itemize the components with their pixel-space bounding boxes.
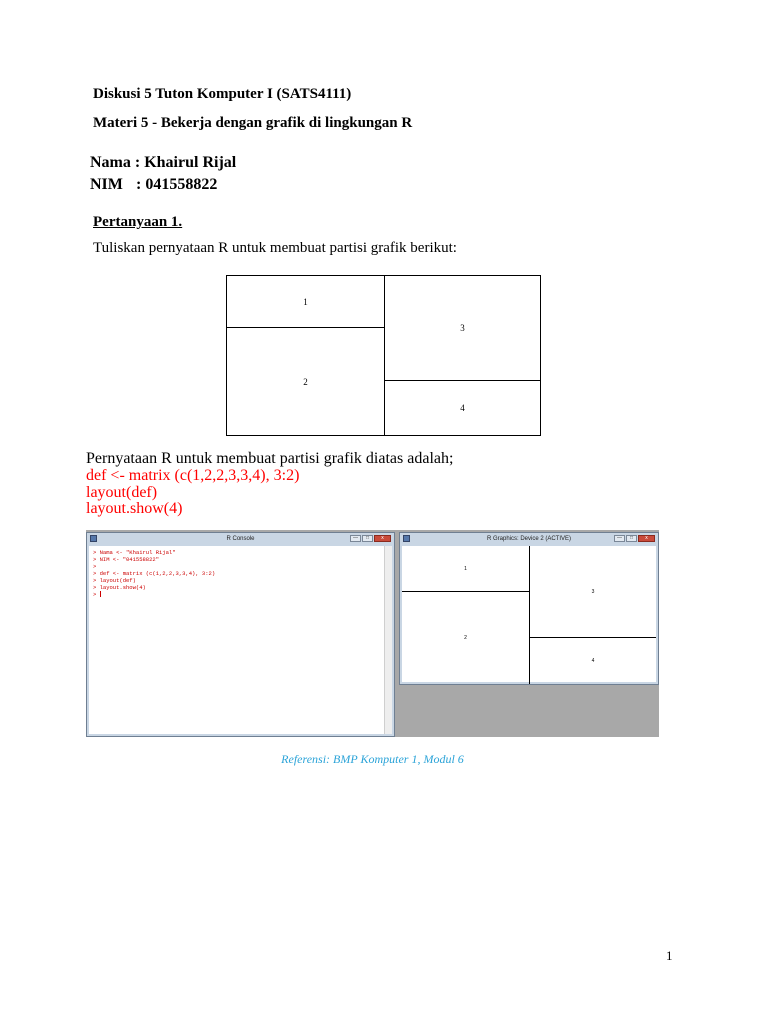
student-name: Nama : Khairul Rijal [90,154,237,171]
r-console-titlebar[interactable] [87,533,394,545]
console-lines [93,549,215,598]
diagram-cell-4: 4 [460,403,465,413]
reference-text: Referensi: BMP Komputer 1, Modul 6 [281,752,464,766]
code-line-2: layout(def) [86,484,158,501]
r-app-icon [90,535,97,542]
layout-diagram [226,275,541,436]
console-line: > Nama <- "Khairul Rijal" [93,549,176,556]
minimize-button[interactable]: — [614,535,625,542]
graphics-cell-1: 1 [402,546,530,592]
r-graphics-titlebar[interactable] [400,533,658,545]
graphics-cell-3: 3 [530,546,656,638]
minimize-button[interactable]: — [350,535,361,542]
page-number: 1 [666,948,673,963]
maximize-button[interactable]: □ [362,535,373,542]
text-caret [100,591,101,597]
console-line: > def <- matrix (c(1,2,2,3,3,4), 3:2) [93,570,216,577]
question-heading: Pertanyaan 1. [93,214,183,230]
graphics-cell-4: 4 [591,658,595,664]
r-console-window [86,532,395,737]
code-line-1: def <- matrix (c(1,2,2,3,3,4), 3:2) [86,467,300,484]
close-button[interactable]: x [638,535,655,542]
maximize-button[interactable]: □ [626,535,637,542]
graphics-cell-2: 2 [402,592,530,684]
console-scrollbar[interactable] [384,546,392,734]
student-nim [90,176,217,194]
diagram-cell-1: 1 [227,276,385,328]
close-button[interactable]: x [374,535,391,542]
question-text: Tuliskan pernyataan R untuk membuat partisi grafik berikut: [93,240,457,256]
console-line: > layout.show(4) [93,584,146,591]
answer-intro: Pernyataan R untuk membuat partisi grafik diatas adalah; [86,450,454,467]
console-line: > [93,563,97,570]
code-line-3: layout.show(4) [86,500,183,517]
diagram-cell-2: 2 [227,328,385,435]
r-graphics-title: R Graphics: Device 2 (ACTIVE) [486,536,572,542]
console-line: > layout(def) [93,577,136,584]
nim-value: : 041558822 [136,176,218,193]
nim-label: NIM [90,176,123,193]
r-graphics-window [399,532,659,685]
r-screenshot [86,530,659,737]
document-subtitle: Materi 5 - Bekerja dengan grafik di lingkungan R [93,115,413,131]
prompt-symbol: > [93,591,100,598]
diagram-cell-3: 3 [385,276,540,381]
r-app-icon [403,535,410,542]
console-output[interactable] [89,546,384,734]
console-line: > NIM <- "041558822" [93,556,160,563]
graphics-canvas [402,546,656,682]
r-console-title: R Console [226,536,255,542]
document-title: Diskusi 5 Tuton Komputer I (SATS4111) [93,86,352,102]
console-prompt[interactable] [93,591,215,598]
